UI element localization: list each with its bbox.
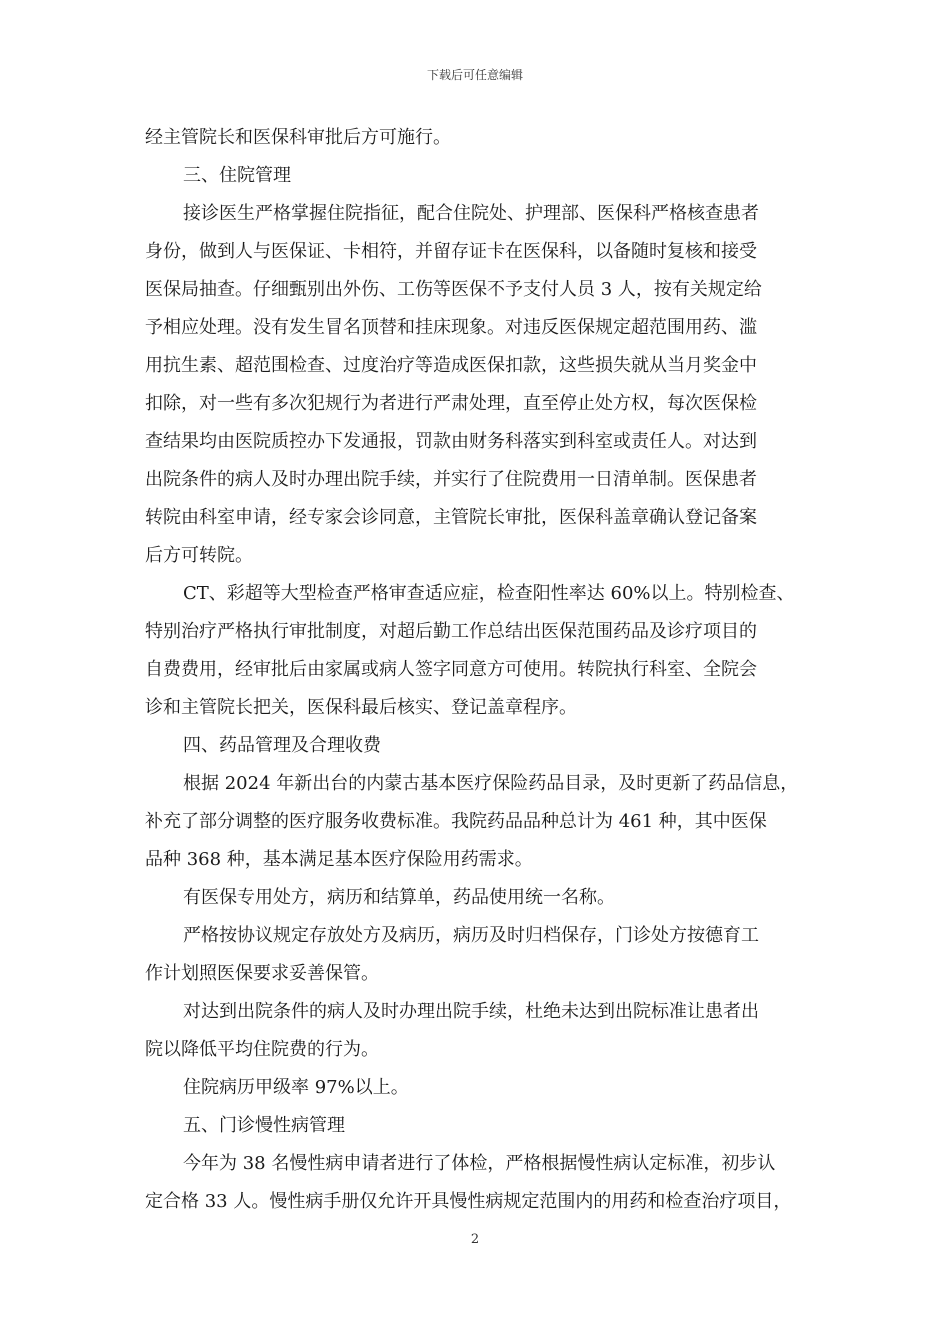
text-line: 五、门诊慢性病管理	[183, 1115, 345, 1136]
text-line: 扣除，对一些有多次犯规行为者进行严肃处理，直至停止处方权，每次医保检	[145, 393, 757, 414]
text-line: 对达到出院条件的病人及时办理出院手续，杜绝未达到出院标准让患者出	[183, 1001, 759, 1022]
text-line: 予相应处理。没有发生冒名顶替和挂床现象。对违反医保规定超范围用药、滥	[145, 317, 757, 338]
text-line: 身份，做到人与医保证、卡相符，并留存证卡在医保科，以备随时复核和接受	[145, 241, 757, 262]
text-line: 后方可转院。	[145, 545, 253, 566]
text-line: 四、药品管理及合理收费	[183, 735, 381, 756]
text-line: 特别治疗严格执行审批制度，对超后勤工作总结出医保范围药品及诊疗项目的	[145, 621, 757, 642]
text-line: 医保局抽查。仔细甄别出外伤、工伤等医保不予支付人员 3 人，按有关规定给	[145, 279, 762, 300]
text-line: 根据 2024 年新出台的内蒙古基本医疗保险药品目录，及时更新了药品信息，	[183, 773, 799, 794]
text-line: 今年为 38 名慢性病申请者进行了体检，严格根据慢性病认定标准，初步认	[183, 1153, 776, 1174]
text-line: 转院由科室申请，经专家会诊同意，主管院长审批，医保科盖章确认登记备案	[145, 507, 757, 528]
text-line: 严格按协议规定存放处方及病历，病历及时归档保存，门诊处方按德育工	[183, 925, 759, 946]
text-line: 住院病历甲级率 97%以上。	[183, 1077, 409, 1098]
document-body	[145, 119, 807, 1221]
text-line: 院以降低平均住院费的行为。	[145, 1039, 379, 1060]
text-line: 接诊医生严格掌握住院指征，配合住院处、护理部、医保科严格核查患者	[183, 203, 759, 224]
text-line: 作计划照医保要求妥善保管。	[145, 963, 379, 984]
text-line: 品种 368 种，基本满足基本医疗保险用药需求。	[145, 849, 533, 870]
text-line: 有医保专用处方，病历和结算单，药品使用统一名称。	[183, 887, 615, 908]
text-line: 诊和主管院长把关，医保科最后核实、登记盖章程序。	[145, 697, 577, 718]
text-line: 三、住院管理	[183, 165, 291, 186]
text-line: 用抗生素、超范围检查、过度治疗等造成医保扣款，这些损失就从当月奖金中	[145, 355, 757, 376]
text-line: 查结果均由医院质控办下发通报，罚款由财务科落实到科室或责任人。对达到	[145, 431, 757, 452]
text-line: 定合格 33 人。慢性病手册仅允许开具慢性病规定范围内的用药和检查治疗项目，	[145, 1191, 792, 1212]
text-line: 经主管院长和医保科审批后方可施行。	[145, 127, 451, 148]
text-line: 自费费用，经审批后由家属或病人签字同意方可使用。转院执行科室、全院会	[145, 659, 757, 680]
text-line: CT、彩超等大型检查严格审查适应症，检查阳性率达 60%以上。特别检查、	[183, 583, 795, 604]
page-number: 2	[470, 1232, 480, 1247]
text-line: 补充了部分调整的医疗服务收费标准。我院药品品种总计为 461 种，其中医保	[145, 811, 767, 832]
text-line: 出院条件的病人及时办理出院手续，并实行了住院费用一日清单制。医保患者	[145, 469, 757, 490]
page-header: 下载后可任意编辑	[426, 68, 523, 82]
